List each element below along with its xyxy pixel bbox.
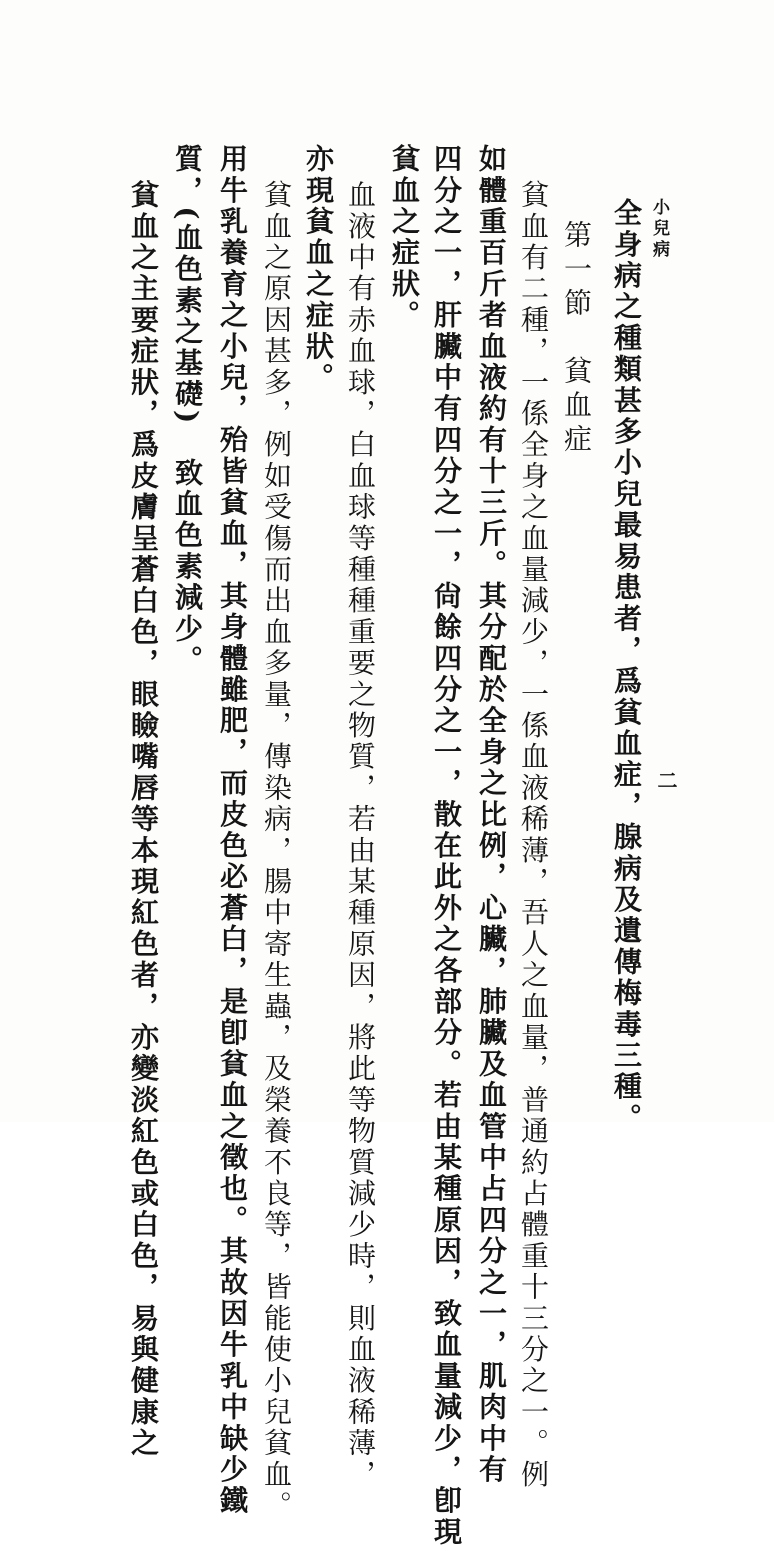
text-column: 貧血之症狀。 (388, 144, 421, 332)
text-column: 血液中有赤血球，白血球等種種重要之物質，若由某種原因，將此等物質減少時，則血液稀薄， (344, 180, 377, 1491)
text-column: 用牛乳養育之小兒，殆皆貧血，其身體雖肥，而皮色必蒼白，是卽貧血之徵也。其故因牛乳中缺少鐵 (216, 144, 249, 1517)
page-number: 二 (654, 770, 678, 794)
running-title: 小兒病 (649, 198, 669, 261)
section-heading: 第一節 貧血症 (560, 220, 593, 458)
text-column: 貧血之主要症狀，爲皮膚呈蒼白色，眼瞼嘴唇等本現紅色者，亦變淡紅色或白色，易與健康之 (127, 180, 160, 1460)
text-column: 貧血有二種，一係全身之血量減少，一係血液稀薄，吾人之血量，普通約占體重十三分之一。例 (517, 180, 550, 1491)
text-column: 全身病之種類甚多小兒最易患者，爲貧血症，腺病及遺傳梅毒三種。 (610, 198, 643, 1134)
text-column: 四分之一，肝臟中有四分之一，尙餘四分之一，散在此外之各部分。若由某種原因，致血量減少，卽現 (430, 144, 463, 1548)
text-column: 亦現貧血之症狀。 (302, 144, 335, 394)
text-column: 質，(血色素之基礎) 致血色素減少。 (171, 144, 204, 677)
text-column: 如體重百斤者血液約有十三斤。其分配於全身之比例，心臟，肺臟及血管中占四分之一，肌肉中有 (475, 144, 508, 1486)
text-column: 貧血之原因甚多，例如受傷而出血多量，傳染病，腸中寄生蟲，及榮養不良等，皆能使小兒貧血。 (260, 180, 293, 1522)
